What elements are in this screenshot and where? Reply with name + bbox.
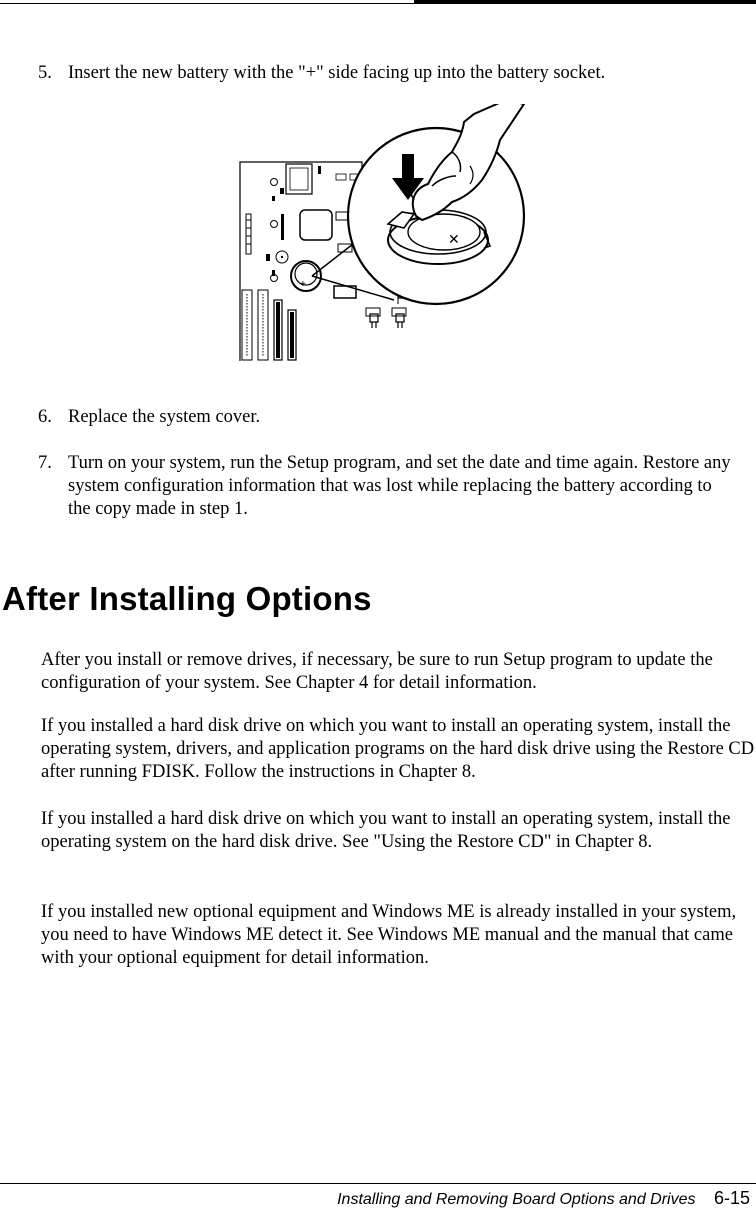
paragraph: If you installed a hard disk drive on which you want to install an operating system, install the operating system, drivers, and application programs on the hard disk drive using the Restore CD after running FDISK. Follow the instructions in Chapter 8.	[41, 716, 755, 782]
section-heading: After Installing Options	[2, 580, 372, 617]
page-number: 6-15	[713, 1188, 750, 1208]
step-number: 5.	[38, 63, 52, 83]
step-text: Turn on your system, run the Setup program, and set the date and time again. Restore any system configuration information that was lost while replacing the battery according to the copy made in step 1.	[68, 453, 731, 519]
step-5	[38, 62, 738, 85]
svg-text:+: +	[300, 279, 306, 290]
header-rule-thick	[414, 0, 756, 4]
paragraph: After you install or remove drives, if necessary, be sure to run Setup program to update the configuration of your system. See Chapter 4 for detail information.	[41, 650, 713, 693]
paragraph: If you installed a hard disk drive on which you want to install an operating system, install the operating system on the hard disk drive. See "Using the Restore CD" in Chapter 8.	[41, 809, 731, 852]
step-6	[38, 406, 738, 429]
step-number: 6.	[38, 407, 52, 427]
paragraph: If you installed new optional equipment and Windows ME is already installed in your system, you need to have Windows ME detect it. See Windows ME manual and the manual that came with your optional equipment for detail information.	[41, 902, 737, 968]
footer-rule	[0, 1183, 756, 1184]
step-text: Replace the system cover.	[68, 407, 261, 427]
battery-installation-illustration	[238, 104, 530, 362]
step-7	[38, 452, 738, 521]
step-number: 7.	[38, 453, 52, 473]
step-text: Insert the new battery with the "+" side facing up into the battery socket.	[68, 63, 606, 83]
page-footer	[337, 1186, 750, 1210]
header-rule-thin	[0, 3, 414, 4]
battery-symbol-label: ✕	[448, 231, 460, 247]
footer-title: Installing and Removing Board Options and Drives	[337, 1191, 696, 1208]
